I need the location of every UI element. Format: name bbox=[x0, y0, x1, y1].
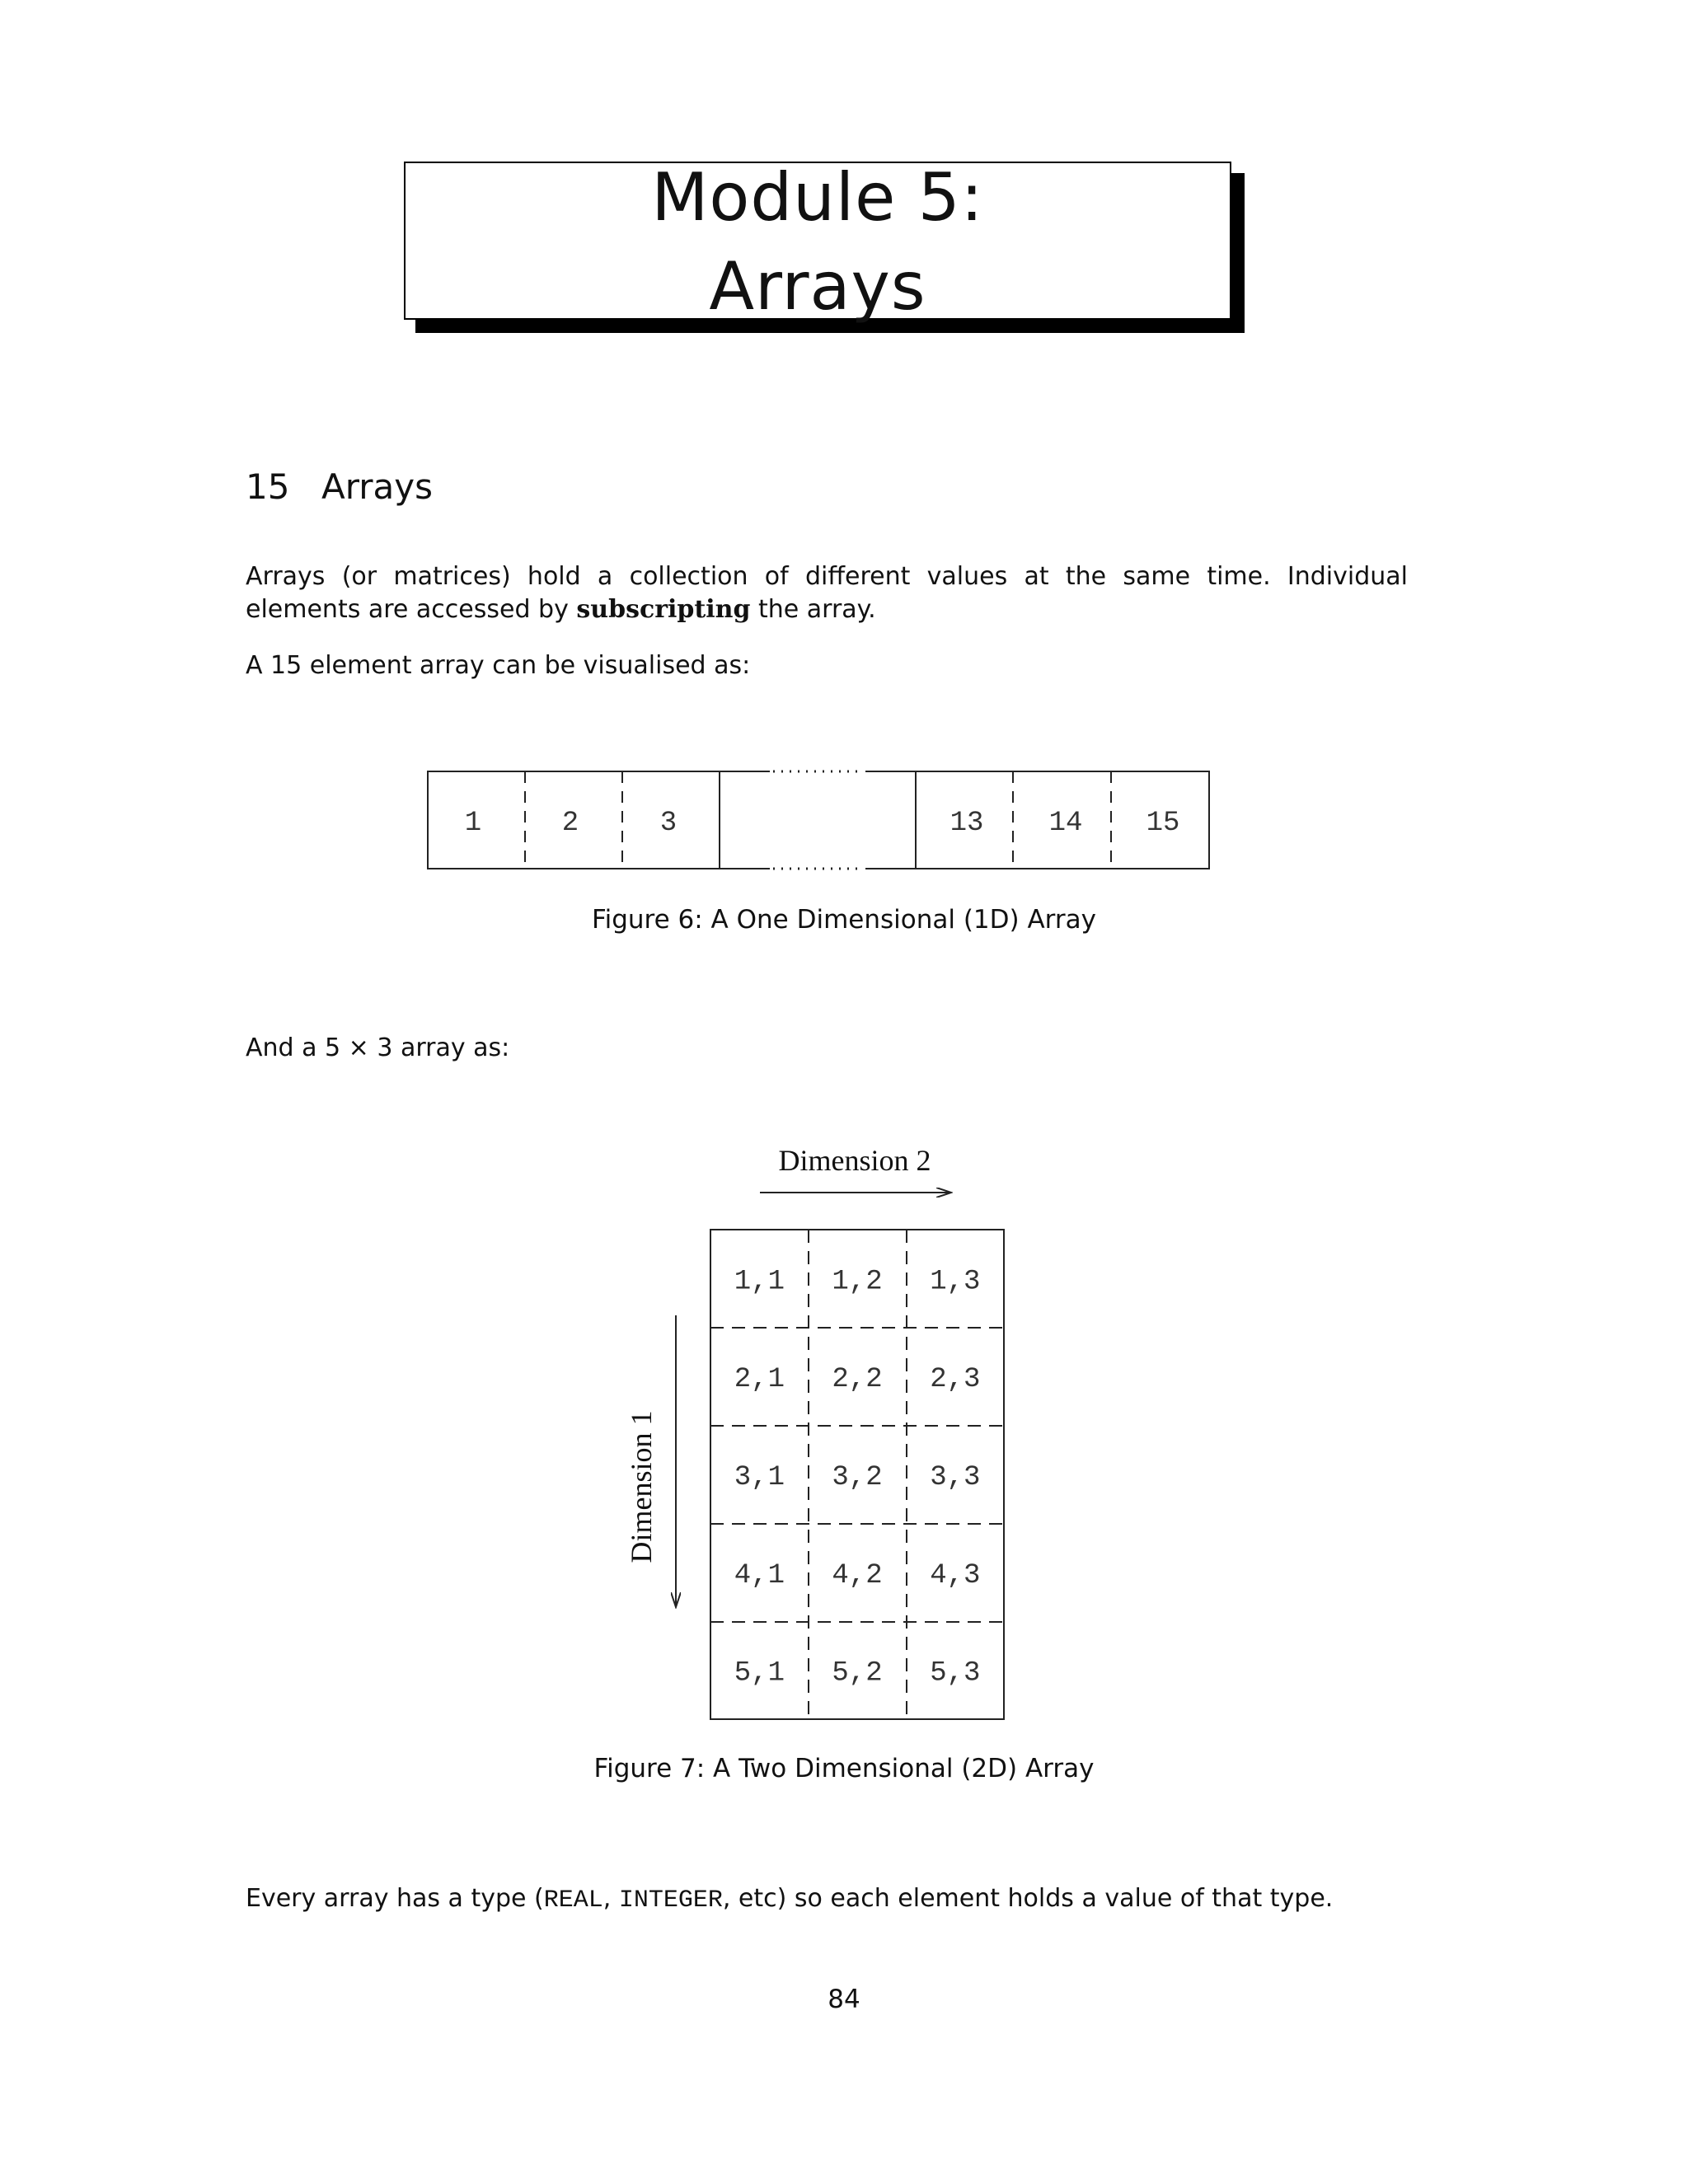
module-title-line2: Arrays bbox=[709, 248, 926, 325]
paragraph-intro-text: Arrays (or matrices) hold a collection of different values at the same time. Individual elements are accessed by bbox=[246, 562, 1408, 624]
paragraph-2d-lead: And a 5 × 3 array as: bbox=[246, 1033, 510, 1062]
array-2d-cell: 4,2 bbox=[832, 1559, 883, 1591]
figure-1d-array bbox=[0, 758, 1688, 882]
array-2d-cell: 1,3 bbox=[930, 1266, 981, 1298]
array-1d-cell: 14 bbox=[1048, 808, 1083, 839]
array-2d-cell: 5,2 bbox=[832, 1657, 883, 1690]
section-heading bbox=[246, 466, 433, 507]
module-title-box bbox=[404, 159, 1231, 325]
section-number: 15 bbox=[246, 466, 290, 507]
array-2d-cell: 4,3 bbox=[930, 1559, 981, 1591]
paragraph-type-separator: , bbox=[603, 1884, 619, 1913]
array-2d-cell: 2,3 bbox=[930, 1364, 981, 1396]
paragraph-intro-tail: the array. bbox=[750, 595, 876, 624]
array-2d-cell: 3,2 bbox=[832, 1462, 883, 1493]
array-2d-cell: 5,3 bbox=[930, 1657, 981, 1690]
array-2d-cell: 1,2 bbox=[832, 1266, 883, 1298]
array-1d-cell: 2 bbox=[561, 808, 579, 839]
array-2d-cell: 4,1 bbox=[734, 1559, 785, 1591]
section-title: Arrays bbox=[321, 466, 434, 507]
array-1d-cell: 15 bbox=[1146, 808, 1180, 839]
dimension-2-label: Dimension 2 bbox=[778, 1144, 931, 1177]
paragraph-intro bbox=[246, 560, 1408, 626]
array-1d-cell: 1 bbox=[464, 808, 482, 839]
array-2d-cell: 2,2 bbox=[832, 1364, 883, 1396]
array-2d-cell: 1,1 bbox=[734, 1266, 785, 1298]
array-1d-cell: 13 bbox=[950, 808, 984, 839]
array-2d-cell: 3,1 bbox=[734, 1462, 785, 1493]
paragraph-1d-lead: A 15 element array can be visualised as: bbox=[246, 651, 751, 680]
array-2d-cell: 2,1 bbox=[734, 1364, 785, 1396]
array-2d-cell: 5,1 bbox=[734, 1657, 785, 1690]
code-integer: INTEGER bbox=[618, 1886, 723, 1915]
code-real: REAL bbox=[543, 1886, 603, 1915]
page-number: 84 bbox=[828, 1985, 860, 2014]
array-2d-cell: 3,3 bbox=[930, 1462, 981, 1493]
paragraph-type-text: Every array has a type ( bbox=[246, 1884, 544, 1913]
figure-7-caption: Figure 7: A Two Dimensional (2D) Array bbox=[593, 1754, 1095, 1783]
array-1d-cell: 3 bbox=[659, 808, 678, 839]
module-title-line1: Module 5: bbox=[651, 159, 984, 236]
paragraph-array-type bbox=[246, 1882, 1408, 1917]
figure-2d-array bbox=[0, 1129, 1688, 1731]
subscripting-term: subscripting bbox=[576, 595, 751, 624]
dimension-1-label: Dimension 1 bbox=[625, 1410, 658, 1563]
paragraph-type-tail: , etc) so each element holds a value of that type. bbox=[722, 1884, 1334, 1913]
figure-6-caption: Figure 6: A One Dimensional (1D) Array bbox=[592, 905, 1096, 935]
